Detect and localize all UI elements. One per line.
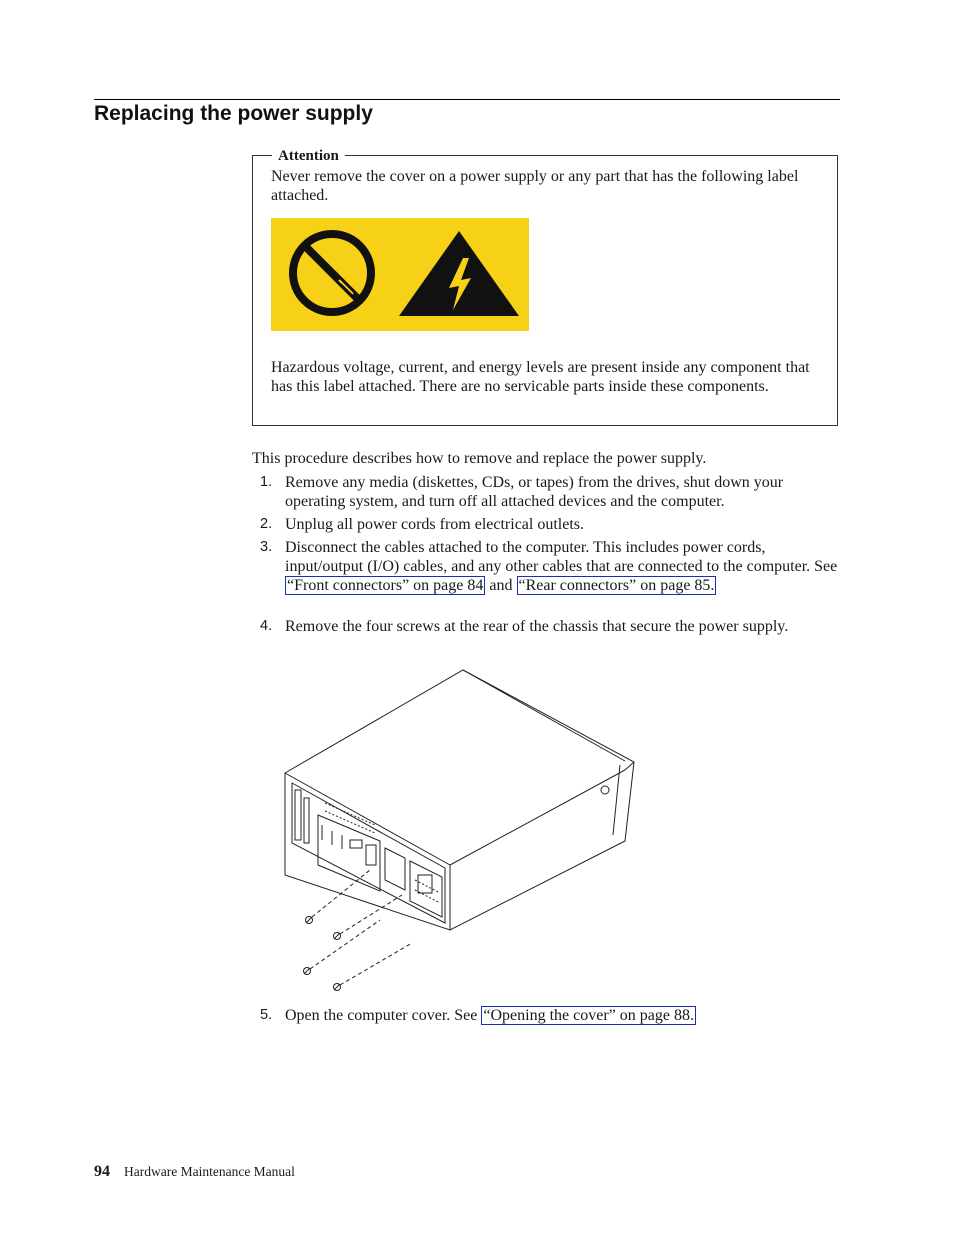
heading-rule	[94, 99, 840, 100]
front-connectors-link[interactable]: “Front connectors” on page 84	[287, 577, 484, 594]
step-text: Unplug all power cords from electrical outlets.	[285, 516, 585, 533]
attention-label: Attention	[272, 148, 345, 165]
screw-icon	[304, 917, 341, 991]
step-text-part: Open the computer cover. See	[285, 1007, 482, 1024]
rear-connectors-link[interactable]: “Rear connectors” on page 85.	[518, 577, 715, 594]
opening-cover-link[interactable]: “Opening the cover” on page 88.	[483, 1007, 694, 1024]
step-text	[285, 538, 839, 595]
page-title: Replacing the power supply	[94, 102, 373, 125]
chassis-screws-illustration	[280, 665, 640, 995]
step-number: 1.	[260, 474, 273, 490]
warning-label-image	[271, 218, 529, 331]
step-number: 4.	[260, 618, 273, 634]
attention-intro: Never remove the cover on a power supply or any part that has the following label attached.	[271, 168, 799, 204]
step-text-part: Disconnect the cables attached to the computer. This includes power cords, input/output (I/O) cables, and any other cables that are connected to the computer. See	[285, 539, 838, 575]
step-number: 3.	[260, 539, 273, 555]
page-number: 94	[94, 1163, 110, 1180]
step-text-part: and	[485, 577, 517, 594]
intro-paragraph: This procedure describes how to remove and replace the power supply.	[252, 450, 707, 467]
step-number: 5.	[260, 1007, 273, 1023]
page-footer	[94, 1163, 295, 1181]
step-number: 2.	[260, 516, 273, 532]
step-text: Remove the four screws at the rear of the chassis that secure the power supply.	[285, 618, 789, 635]
step-text	[285, 1006, 839, 1025]
hazard-text: Hazardous voltage, current, and energy levels are present inside any component that has this label attached. There are no servicable parts inside these components.	[271, 359, 810, 395]
step-text: Remove any media (diskettes, CDs, or tapes) from the drives, shut down your operating system, and turn off all attached devices and the computer.	[285, 474, 784, 510]
manual-title: Hardware Maintenance Manual	[124, 1164, 295, 1179]
